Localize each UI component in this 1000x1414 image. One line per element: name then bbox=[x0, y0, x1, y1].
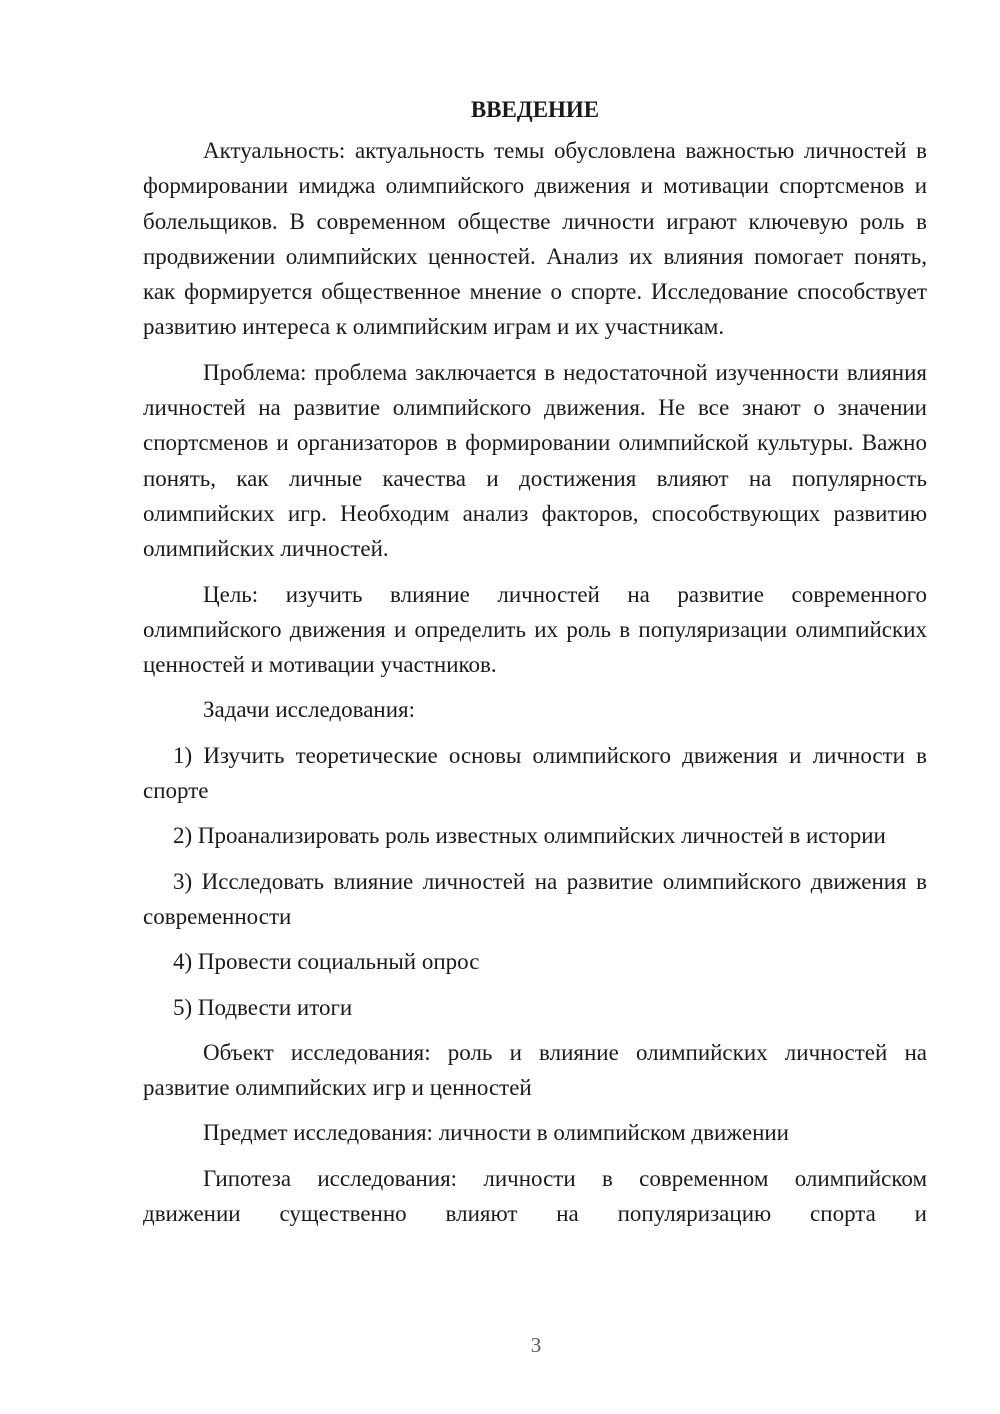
paragraph-object: Объект исследования: роль и влияние олимпийских личностей на развитие олимпийских игр и ценностей bbox=[143, 1039, 927, 1101]
list-item-task-3: 3) Исследовать влияние личностей на развитие олимпийского движения в современности bbox=[143, 868, 927, 929]
list-item-task-2: 2) Проанализировать роль известных олимпийских личностей в истории bbox=[173, 823, 886, 849]
list-item-task-1: 1) Изучить теоретические основы олимпийского движения и личности в спорте bbox=[143, 742, 927, 804]
document-page bbox=[143, 92, 927, 1241]
list-item-task-4: 4) Провести социальный опрос bbox=[173, 949, 480, 975]
list-item-task-5: 5) Подвести итоги bbox=[173, 994, 353, 1020]
paragraph-subject: Предмет исследования: личности в олимпийском движении bbox=[203, 1120, 789, 1146]
paragraph-relevance: Актуальность: актуальность темы обусловлена важностью личностей в формировании имиджа олимпийского движения и мотивации спортсменов и болельщиков. В современном обществе личности играют ключевую роль в продвижении олимпийских ценностей. Анализ их влияния помогает понять, как формируется общественное мнение о спорте. Исследование способствует развитию интереса к олимпийским играм и их участникам. bbox=[143, 138, 927, 340]
tasks-heading: Задачи исследования: bbox=[203, 697, 416, 723]
page-number: 3 bbox=[530, 1333, 542, 1357]
paragraph-problem: Проблема: проблема заключается в недостаточной изученности влияния личностей на развитие олимпийского движения. Не все знают о значении спортсменов и организаторов в формировании олимпийской культуры. Важно понять, как личные качества и достижения влияют на популярность олимпийских игр. Необходим анализ факторов, способствующих развитию олимпийских личностей. bbox=[143, 359, 927, 562]
paragraph-goal: Цель: изучить влияние личностей на развитие современного олимпийского движения и определить их роль в популяризации олимпийских ценностей и мотивации участников. bbox=[143, 581, 927, 678]
section-title: ВВЕДЕНИЕ bbox=[470, 97, 600, 122]
paragraph-hypothesis: Гипотеза исследования: личности в современном олимпийском движении существенно влияют на популяризацию спорта и bbox=[143, 1165, 927, 1227]
